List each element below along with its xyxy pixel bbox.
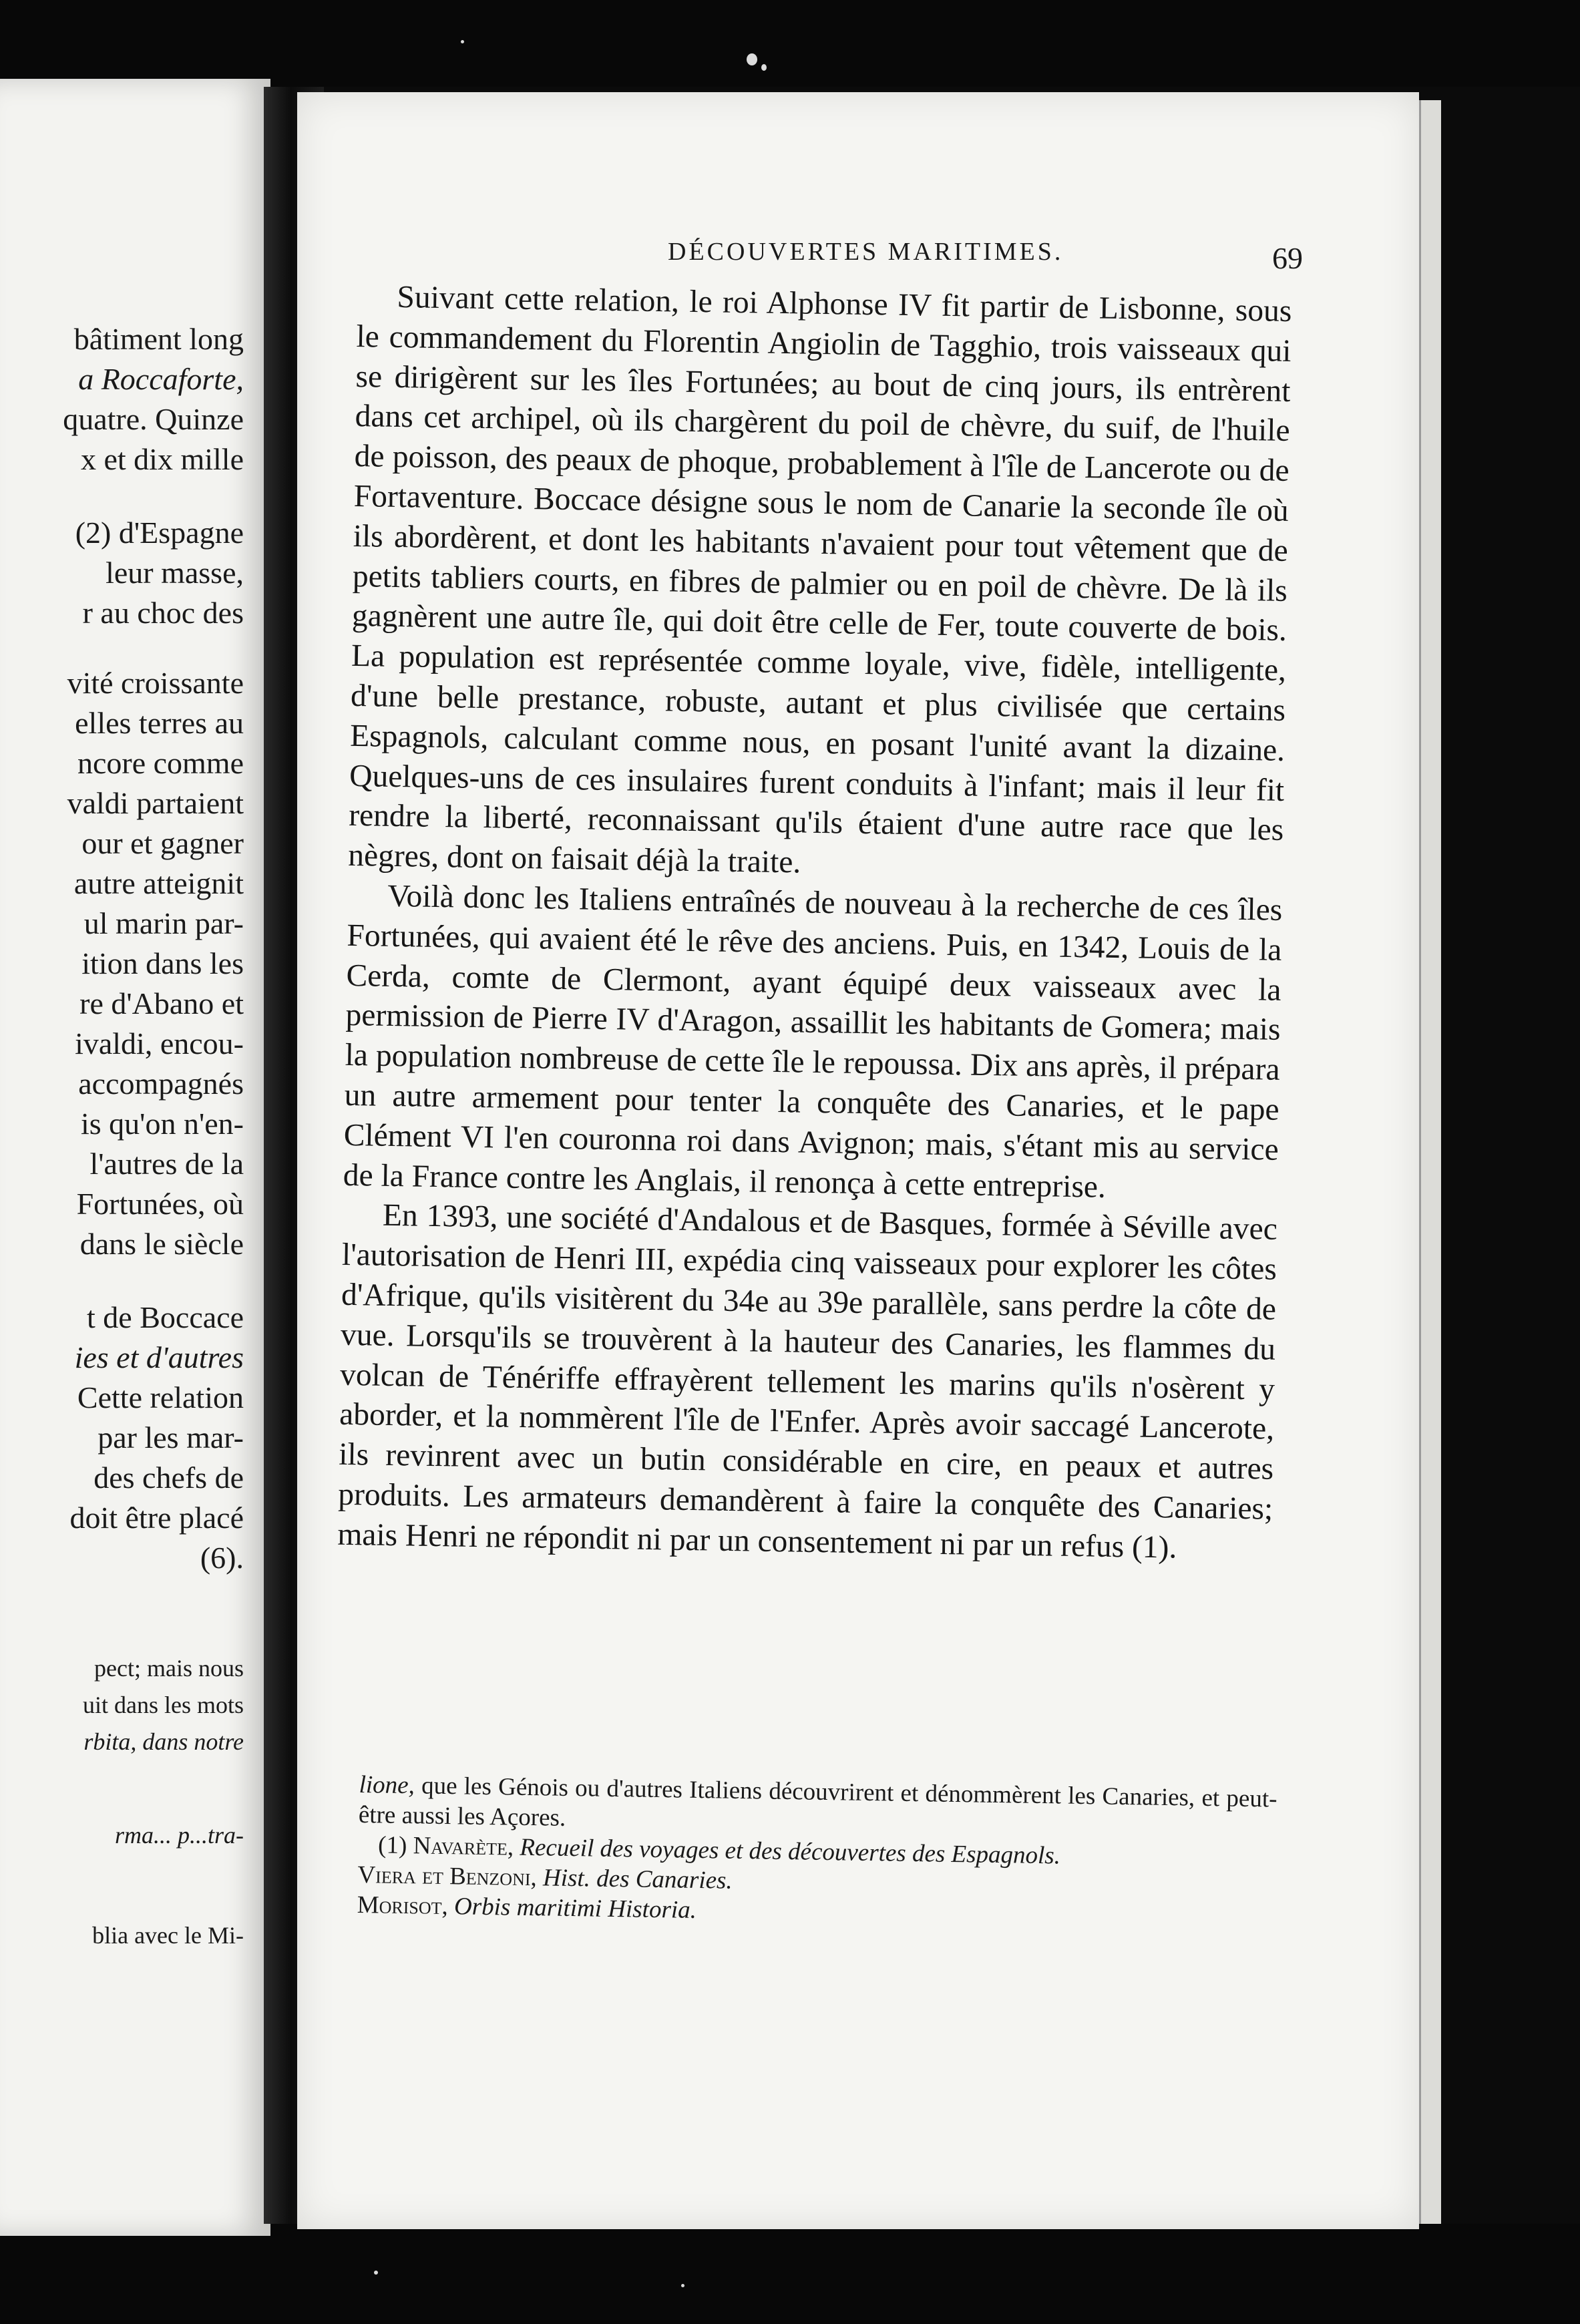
left-page-line: ition dans les — [81, 946, 244, 980]
left-page-line: (2) d'Espagne — [75, 516, 244, 550]
dust-speck — [461, 40, 464, 43]
left-page-line: a Roccaforte, — [78, 362, 244, 396]
left-page-line: pect; mais nous — [94, 1655, 244, 1682]
left-page-line: re d'Abano et — [79, 986, 244, 1020]
left-page-line: dans le siècle — [79, 1227, 244, 1261]
left-page-line: r au choc des — [82, 596, 244, 630]
left-page-line: t de Boccace — [87, 1300, 244, 1334]
paragraph: En 1393, une société d'Andalous et de Basques, formée à Séville avec l'autorisation de Henri III, expédia cinq vaisseaux pour explorer les côtes d'Afrique, qu'ils visitèrent du 34e au 39e parallèle, sans perdre la côte de vue. Lorsqu'ils se trouvèrent à la hauteur des Canaries, les flammes du volcan de Ténériffe effrayèrent tellement les marins qu'ils n'osèrent y aborder, et la nommèrent l'île de l'Enfer. Après avoir saccagé Lancerote, ils revinrent avec un butin considérable en cire, en peaux et autres produits. Les armateurs demandèrent à faire la conquête des Canaries; mais Henri ne répondit ni par un consentement ni par un refus (1). — [337, 1198, 1278, 1565]
left-page-line: our et gagner — [81, 826, 244, 860]
left-page-line: (6). — [200, 1541, 244, 1575]
left-page-line: elles terres au — [75, 706, 244, 740]
left-page-line: bâtiment long — [73, 322, 244, 356]
paragraph: Suivant cette relation, le roi Alphonse IV fit partir de Lisbonne, sous le commandement du Florentin Angiolin de Tagghio, trois vaisseaux qui se dirigèrent sur les îles Fortunées; au bout de cinq jours, ils entrèrent dans cet archipel, où ils chargèrent du poil de chèvre, du suif, de l'huile de poisson, des peaux de phoque, probablement à l'île de Lancerote ou de Fortaventure. Boccace désigne sous le nom de Canarie la seconde île où ils abordèrent, et dont les habitants n'avaient pour tout vêtement que de petits tabliers courts, en fibres de palmier ou en poil de chèvre. De là ils gagnèrent une autre île, qui doit être celle de Fer, toute couverte de bois. La population est représentée comme loyale, vive, fidèle, intelligente, d'une belle prestance, robuste, autant et plus civilisée que certains Espagnols, calculant comme nous, en posant l'unité avant la dizaine. Quelques-uns de ces insulaires furent conduits à l'infant; mais il leur fit rendre la liberté, reconnaissant qu'ils étaient d'une autre race que les nègres, dont on faisait déjà la traite. — [347, 279, 1292, 880]
left-page-line: vité croissante — [67, 666, 244, 700]
dust-speck — [761, 64, 767, 71]
previous-page-fragment — [0, 79, 270, 2236]
page-edge — [1419, 100, 1441, 2224]
left-page-line: autre atteignit — [73, 866, 244, 900]
left-page-line: l'autres de la — [89, 1147, 244, 1181]
page-number: 69 — [1272, 241, 1303, 275]
left-page-line: ivaldi, encou- — [75, 1026, 244, 1060]
left-page-line: quatre. Quinze — [63, 402, 244, 436]
scan-bottom-border — [0, 2224, 1580, 2324]
scan-top-border — [0, 0, 1580, 87]
running-header: DÉCOUVERTES MARITIMES. — [668, 238, 1064, 266]
left-page-line: ul marin par- — [83, 906, 244, 940]
footnote-marker: (1) — [377, 1831, 413, 1860]
left-page-line: Fortunées, où — [76, 1187, 244, 1221]
left-page-line: valdi partaient — [67, 786, 244, 820]
left-page-line: rbita, dans notre — [83, 1728, 244, 1755]
left-page-line: uit dans les mots — [83, 1692, 244, 1718]
left-page-line: ies et d'autres — [74, 1340, 244, 1374]
footnote-continuation-text: que les Génois ou d'autres Italiens découvrirent et dénommèrent les Canaries, et peut-être aussi les Açores. — [358, 1772, 1277, 1832]
left-page-line: is qu'on n'en- — [81, 1107, 244, 1141]
dust-speck — [374, 2271, 378, 2275]
left-page-line: par les mar- — [97, 1420, 244, 1455]
left-page-line: rma... p...tra- — [114, 1822, 244, 1849]
footnote-title: Hist. des Canaries. — [536, 1864, 733, 1895]
left-page-line: x et dix mille — [80, 442, 244, 476]
left-page-line: doit être placé — [69, 1501, 244, 1535]
left-page-line: accompagnés — [78, 1067, 244, 1101]
footnote-author: Morisot, — [357, 1891, 449, 1921]
dust-speck — [747, 53, 757, 65]
left-page-line: blia avec le Mi- — [92, 1922, 244, 1949]
dust-speck — [681, 2284, 684, 2287]
footnote-title: Orbis maritimi Historia. — [447, 1893, 697, 1924]
body-text — [337, 277, 1292, 1569]
left-page-line: Cette relation — [77, 1380, 244, 1414]
left-page-line: leur masse, — [106, 556, 244, 590]
footnote-continuation-word: lione, — [359, 1770, 415, 1800]
footnote-author: Navarète, — [413, 1832, 514, 1861]
left-page-line: ncore comme — [77, 746, 244, 780]
left-page-line: des chefs de — [93, 1461, 244, 1495]
footnote-author: Viera et Benzoni, — [357, 1861, 538, 1892]
footnote-title: Recueil des voyages et des découvertes des Espagnols. — [513, 1833, 1061, 1870]
footnotes — [357, 1770, 1277, 1935]
paragraph: Voilà donc les Italiens entraînés de nouveau à la recherche de ces îles Fortunées, qui avaient été le rêve des anciens. Puis, en 1342, Louis de la Cerda, comte de Clermont, ayant équipé deux vaisseaux avec la permission de Pierre IV d'Aragon, assaillit les habitants de Gomera; mais la population nombreuse de cette île le repoussa. Dix ans après, il prépara un autre armement pour tenter la conquête des Canaries, et le pape Clément VI l'en couronna roi dans Avignon; mais, s'étant mis au service de la France contre les Anglais, il renonça à cette entreprise. — [343, 878, 1283, 1205]
